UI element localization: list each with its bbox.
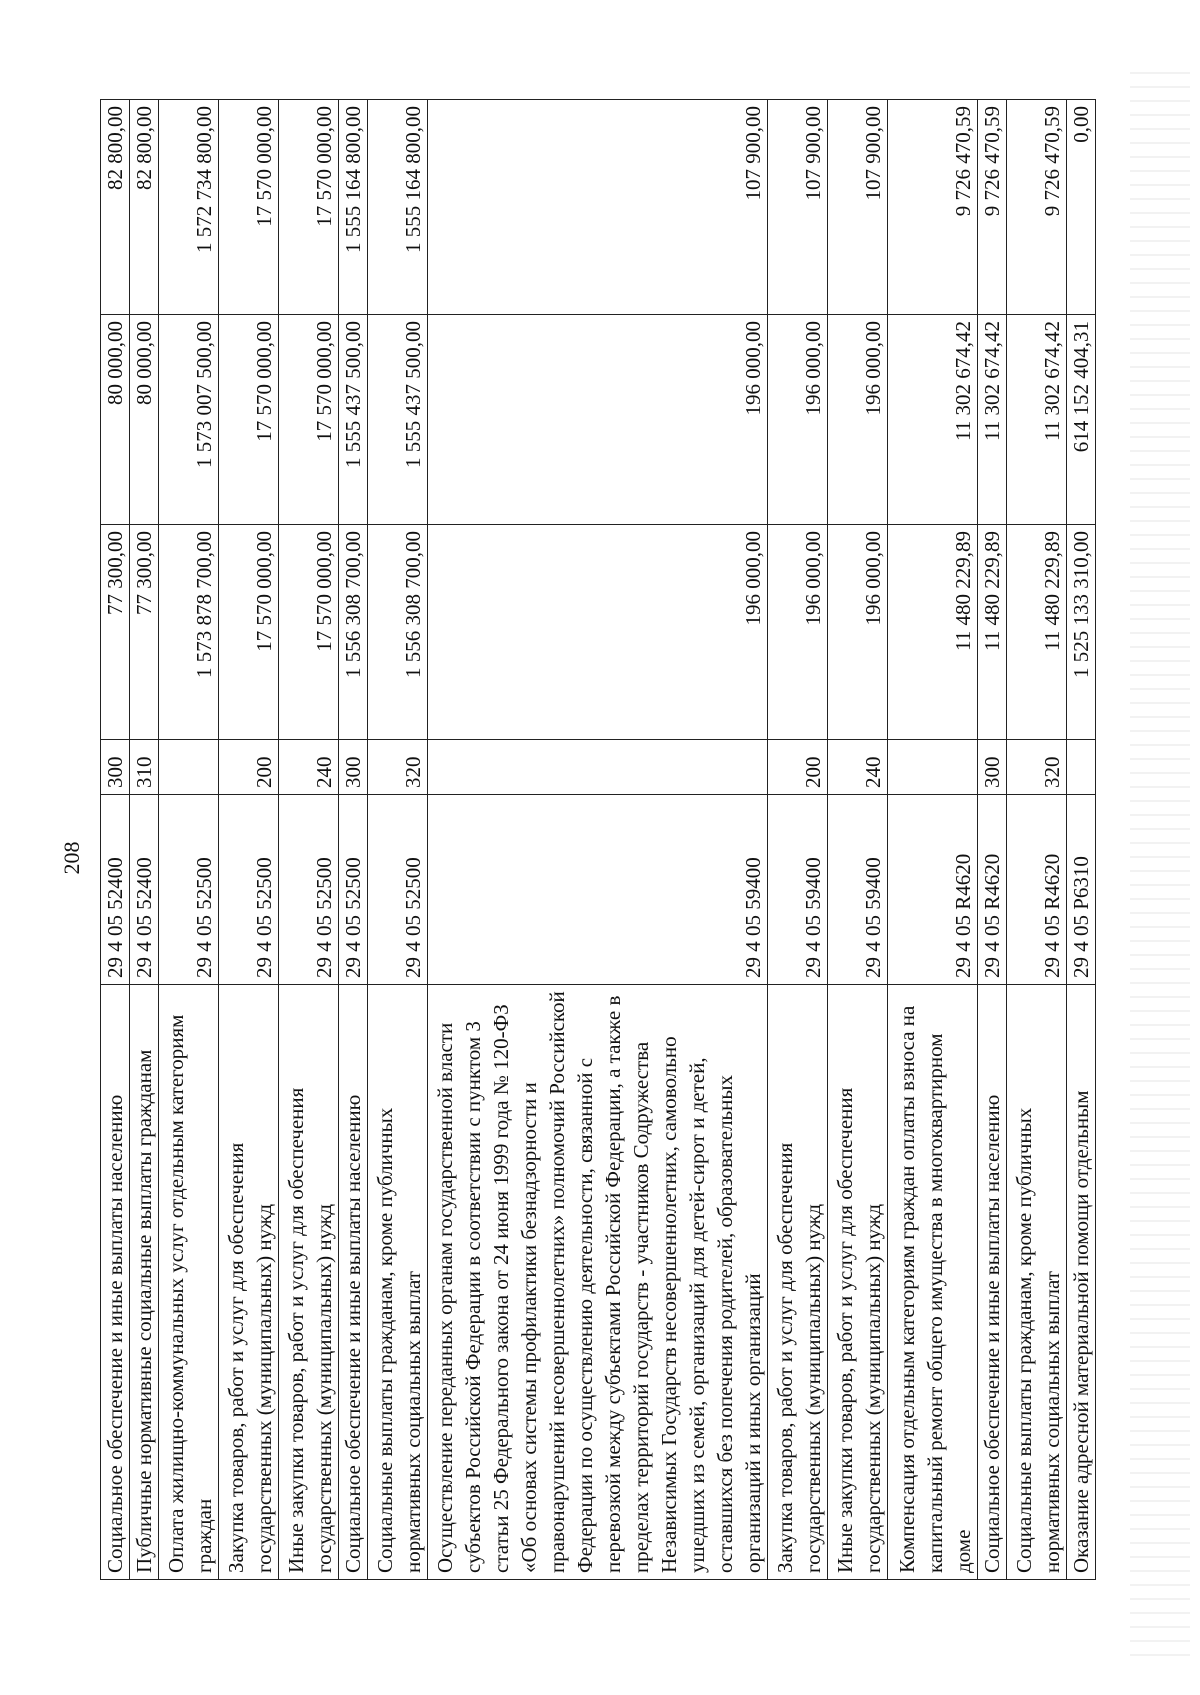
row-vr (1067, 740, 1096, 795)
table-row (339, 100, 368, 1580)
row-vr (888, 740, 978, 795)
row-vr: 240 (279, 740, 339, 795)
row-vr: 200 (768, 740, 828, 795)
row-vr: 240 (828, 740, 888, 795)
row-value-1: 196 000,00 (428, 525, 768, 740)
table-row (279, 100, 339, 1580)
table-row (219, 100, 279, 1580)
row-value-2: 11 302 674,42 (888, 315, 978, 525)
row-code: 29 4 05 52400 (101, 795, 130, 985)
table-row (1067, 100, 1096, 1580)
row-value-3: 9 726 470,59 (888, 100, 978, 315)
table-row (101, 100, 130, 1580)
row-value-2: 614 152 404,31 (1067, 315, 1096, 525)
table-row (888, 100, 978, 1580)
row-value-3: 107 900,00 (428, 100, 768, 315)
row-value-3: 9 726 470,59 (1007, 100, 1067, 315)
row-name: Социальные выплаты гражданам, кроме публичных нормативных социальных выплат (368, 985, 428, 1580)
row-value-2: 196 000,00 (428, 315, 768, 525)
scan-edge-noise (1130, 60, 1190, 1660)
row-vr: 300 (978, 740, 1007, 795)
row-value-1: 1 556 308 700,00 (368, 525, 428, 740)
row-value-2: 80 000,00 (130, 315, 159, 525)
table-row (768, 100, 828, 1580)
row-name: Осуществление переданных органам государственной власти субъектов Российской Федерации в соответствии с пунктом 3 статьи 25 Федерального закона от 24 июня 1999 года № 120-ФЗ «Об основах системы профилактики безнадзорности и правонарушений несовершеннолетних» полномочий Российской Федерации по осуществлению деятельности, связанной с перевозкой между субъектами Российской Федерации, а также в пределах территорий государств - участников Содружества Независимых Государств несовершеннолетних, самовольно ушедших из семей, организаций для детей-сирот и детей, оставшихся без попечения родителей, образовательных организаций и иных организаций (428, 985, 768, 1580)
row-name: Оказание адресной материальной помощи отдельным (1067, 985, 1096, 1580)
row-vr: 300 (101, 740, 130, 795)
table-row (368, 100, 428, 1580)
table-row (428, 100, 768, 1580)
row-name: Закупка товаров, работ и услуг для обеспечения государственных (муниципальных) нужд (219, 985, 279, 1580)
row-name: Социальное обеспечение и иные выплаты населению (101, 985, 130, 1580)
row-vr: 200 (219, 740, 279, 795)
row-value-2: 11 302 674,42 (978, 315, 1007, 525)
row-value-2: 80 000,00 (101, 315, 130, 525)
row-value-1: 11 480 229,89 (978, 525, 1007, 740)
row-code: 29 4 05 59400 (768, 795, 828, 985)
row-code: 29 4 05 52500 (339, 795, 368, 985)
row-code: 29 4 05 59400 (428, 795, 768, 985)
row-value-2: 11 302 674,42 (1007, 315, 1067, 525)
row-vr: 300 (339, 740, 368, 795)
row-value-2: 1 555 437 500,00 (339, 315, 368, 525)
row-value-3: 82 800,00 (101, 100, 130, 315)
row-value-3: 82 800,00 (130, 100, 159, 315)
row-code: 29 4 05 52500 (219, 795, 279, 985)
row-name: Закупка товаров, работ и услуг для обеспечения государственных (муниципальных) нужд (768, 985, 828, 1580)
row-value-3: 1 572 734 800,00 (159, 100, 219, 315)
row-name: Компенсация отдельным категориям граждан оплаты взноса на капитальный ремонт общего имущества в многоквартирном доме (888, 985, 978, 1580)
row-value-3: 1 555 164 800,00 (368, 100, 428, 315)
row-name: Оплата жилищно-коммунальных услуг отдельным категориям граждан (159, 985, 219, 1580)
row-name: Иные закупки товаров, работ и услуг для обеспечения государственных (муниципальных) нужд (828, 985, 888, 1580)
table-row (978, 100, 1007, 1580)
row-name: Социальные выплаты гражданам, кроме публичных нормативных социальных выплат (1007, 985, 1067, 1580)
row-value-1: 1 573 878 700,00 (159, 525, 219, 740)
row-value-3: 9 726 470,59 (978, 100, 1007, 315)
row-value-1: 1 556 308 700,00 (339, 525, 368, 740)
row-code: 29 4 05 R4620 (888, 795, 978, 985)
row-name: Иные закупки товаров, работ и услуг для обеспечения государственных (муниципальных) нужд (279, 985, 339, 1580)
row-value-3: 107 900,00 (768, 100, 828, 315)
row-code: 29 4 05 52400 (130, 795, 159, 985)
row-name: Социальное обеспечение и иные выплаты населению (978, 985, 1007, 1580)
row-code: 29 4 05 R4620 (1007, 795, 1067, 985)
row-value-2: 1 573 007 500,00 (159, 315, 219, 525)
table-row (828, 100, 888, 1580)
row-vr: 320 (368, 740, 428, 795)
row-code: 29 4 05 52500 (159, 795, 219, 985)
rotated-content (100, 100, 1200, 1580)
row-code: 29 4 05 P6310 (1067, 795, 1096, 985)
rotated-page-area (100, 100, 1200, 1573)
row-value-1: 11 480 229,89 (888, 525, 978, 740)
row-vr: 310 (130, 740, 159, 795)
row-value-2: 17 570 000,00 (279, 315, 339, 525)
row-value-3: 1 555 164 800,00 (339, 100, 368, 315)
row-code: 29 4 05 52500 (368, 795, 428, 985)
row-vr (159, 740, 219, 795)
table-row (1007, 100, 1067, 1580)
row-value-3: 17 570 000,00 (219, 100, 279, 315)
row-name: Социальное обеспечение и иные выплаты населению (339, 985, 368, 1580)
row-value-1: 1 525 133 310,00 (1067, 525, 1096, 740)
row-name: Публичные нормативные социальные выплаты гражданам (130, 985, 159, 1580)
page-number: 208 (59, 841, 84, 875)
row-vr (428, 740, 768, 795)
row-value-1: 196 000,00 (768, 525, 828, 740)
row-value-2: 196 000,00 (768, 315, 828, 525)
table-row (159, 100, 219, 1580)
row-value-3: 107 900,00 (828, 100, 888, 315)
row-value-3: 0,00 (1067, 100, 1096, 315)
budget-table (100, 99, 1096, 1580)
row-vr: 320 (1007, 740, 1067, 795)
row-code: 29 4 05 R4620 (978, 795, 1007, 985)
row-value-1: 17 570 000,00 (219, 525, 279, 740)
table-row (130, 100, 159, 1580)
row-value-2: 196 000,00 (828, 315, 888, 525)
row-value-1: 17 570 000,00 (279, 525, 339, 740)
row-value-1: 11 480 229,89 (1007, 525, 1067, 740)
row-value-3: 17 570 000,00 (279, 100, 339, 315)
row-value-2: 1 555 437 500,00 (368, 315, 428, 525)
row-code: 29 4 05 59400 (828, 795, 888, 985)
row-value-1: 77 300,00 (130, 525, 159, 740)
row-code: 29 4 05 52500 (279, 795, 339, 985)
row-value-2: 17 570 000,00 (219, 315, 279, 525)
row-value-1: 196 000,00 (828, 525, 888, 740)
row-value-1: 77 300,00 (101, 525, 130, 740)
